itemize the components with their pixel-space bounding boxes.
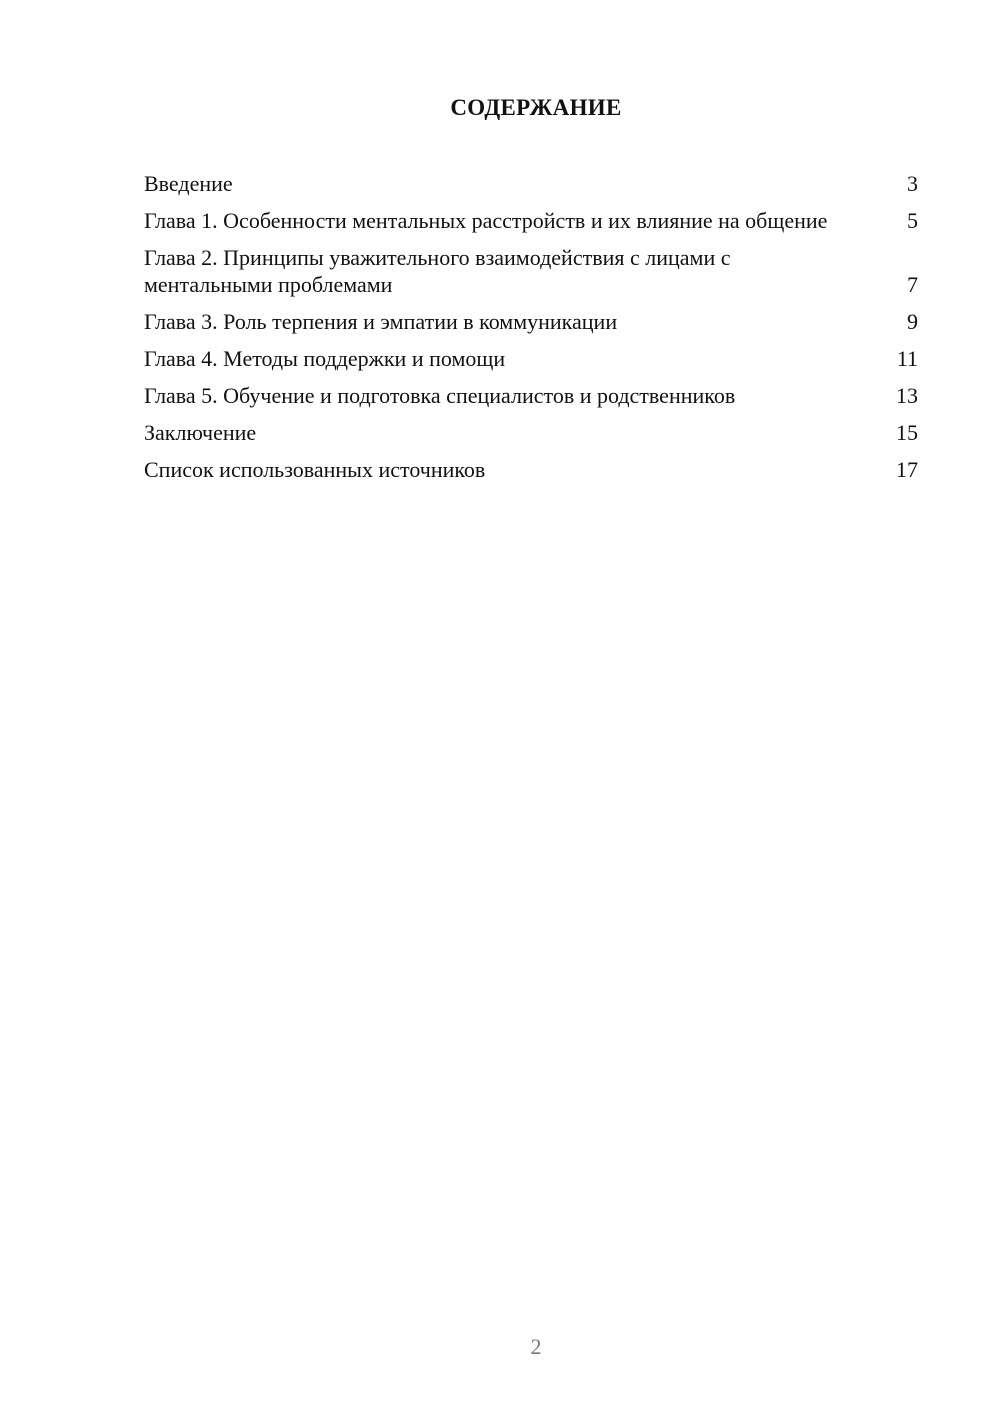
toc-entry-chapter-2 bbox=[144, 244, 918, 298]
toc-entry-chapter-1 bbox=[144, 207, 918, 234]
toc-entry-references bbox=[144, 456, 918, 483]
toc-entry-title: Глава 3. Роль терпения и эмпатии в коммуникации bbox=[144, 309, 618, 334]
table-of-contents bbox=[144, 170, 918, 493]
toc-entry-introduction bbox=[144, 170, 918, 197]
toc-entry-page: 17 bbox=[896, 457, 918, 482]
toc-entry-page: 11 bbox=[896, 346, 918, 371]
toc-entry-chapter-5 bbox=[144, 382, 918, 409]
toc-entry-page: 9 bbox=[907, 309, 918, 334]
toc-entry-title: Заключение bbox=[144, 420, 257, 445]
toc-entry-conclusion bbox=[144, 419, 918, 446]
page-number: 2 bbox=[530, 1334, 542, 1359]
toc-entry-page: 13 bbox=[896, 383, 918, 408]
toc-entry-page: 15 bbox=[896, 420, 918, 445]
toc-entry-chapter-4 bbox=[144, 345, 918, 372]
page-title: СОДЕРЖАНИЕ bbox=[450, 95, 622, 120]
toc-entry-title: Глава 4. Методы поддержки и помощи bbox=[144, 346, 506, 371]
toc-entry-title: Введение bbox=[144, 171, 233, 196]
toc-entry-title: Список использованных источников bbox=[144, 457, 486, 482]
toc-entry-title: Глава 2. Принципы уважительного взаимодействия с лицами с ментальными проблемами bbox=[144, 245, 731, 297]
toc-entry-title: Глава 1. Особенности ментальных расстройств и их влияние на общение bbox=[144, 208, 828, 233]
toc-entry-page: 7 bbox=[907, 272, 918, 297]
toc-entry-page: 5 bbox=[907, 208, 918, 233]
toc-entry-chapter-3 bbox=[144, 308, 918, 335]
toc-entry-page: 3 bbox=[907, 171, 918, 196]
toc-entry-title: Глава 5. Обучение и подготовка специалистов и родственников bbox=[144, 383, 736, 408]
